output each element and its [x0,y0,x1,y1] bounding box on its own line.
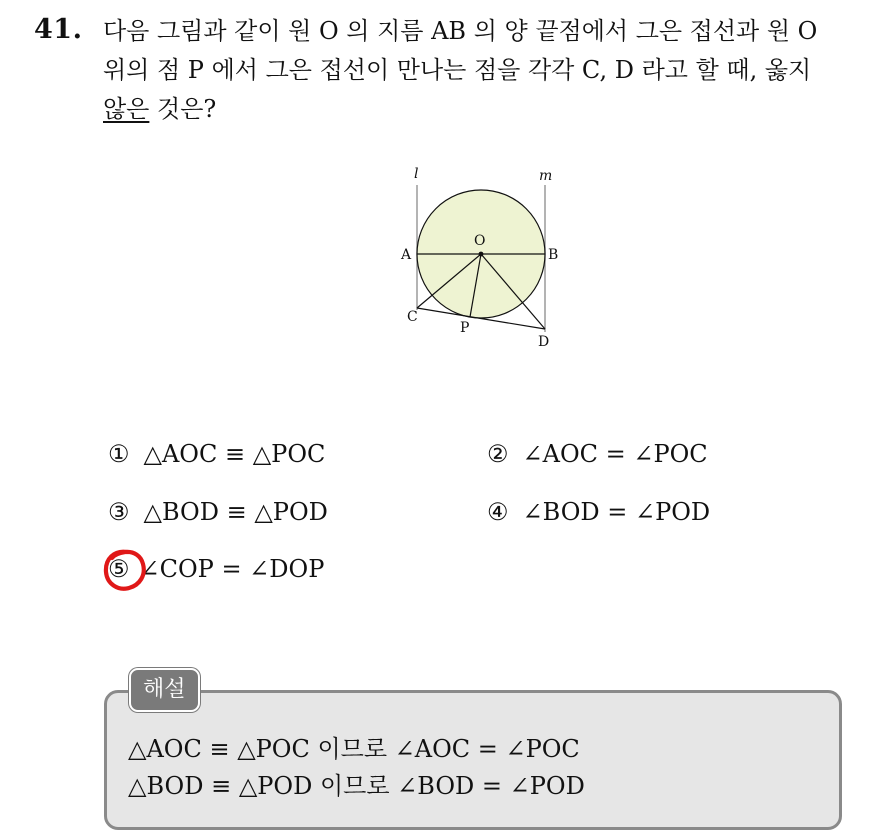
label-d: D [538,334,550,350]
choice-2[interactable] [487,440,708,468]
choice-5-text: ∠COP = ∠DOP [139,555,325,583]
choice-5-number: ⑤ [108,555,130,583]
choice-3-text: △BOD ≡ △POD [143,498,328,526]
center-dot [479,252,484,257]
geometry-figure [385,160,575,360]
label-m: m [539,168,553,184]
label-b: B [548,247,559,263]
choice-4[interactable] [487,498,710,526]
choice-2-text: ∠AOC = ∠POC [522,440,708,468]
label-a: A [401,247,412,263]
choice-1-text: △AOC ≡ △POC [143,440,326,468]
explanation-tag: 해설 [129,668,200,712]
question-number: 41. [34,14,83,45]
explanation-line-1: △AOC ≡ △POC 이므로 ∠AOC = ∠POC [128,735,580,763]
question-text [103,12,873,129]
label-o: O [474,233,486,249]
choice-4-number: ④ [487,498,509,526]
choice-2-number: ② [487,440,509,468]
explanation-line-2: △BOD ≡ △POD 이므로 ∠BOD = ∠POD [128,772,585,800]
question-line-2: 위의 점 P 에서 그은 접선이 만나는 점을 각각 C, D 라고 할 때, 옳지 [103,56,812,84]
question-line-1: 다음 그림과 같이 원 O 의 지름 AB 의 양 끝점에서 그은 접선과 원 O [103,17,818,45]
label-l: l [414,166,419,182]
choice-1-number: ① [108,440,130,468]
question-line-3-rest: 것은? [149,95,217,123]
underlined-word: 않은 [103,95,150,123]
choice-5[interactable] [108,555,324,583]
question-line-3 [103,90,873,129]
choice-3[interactable] [108,498,328,526]
choice-4-text: ∠BOD = ∠POD [522,498,711,526]
label-c: C [407,309,418,325]
label-p: P [460,320,470,336]
choice-1[interactable] [108,440,325,468]
circle-tangent-diagram [385,160,575,360]
choice-3-number: ③ [108,498,130,526]
